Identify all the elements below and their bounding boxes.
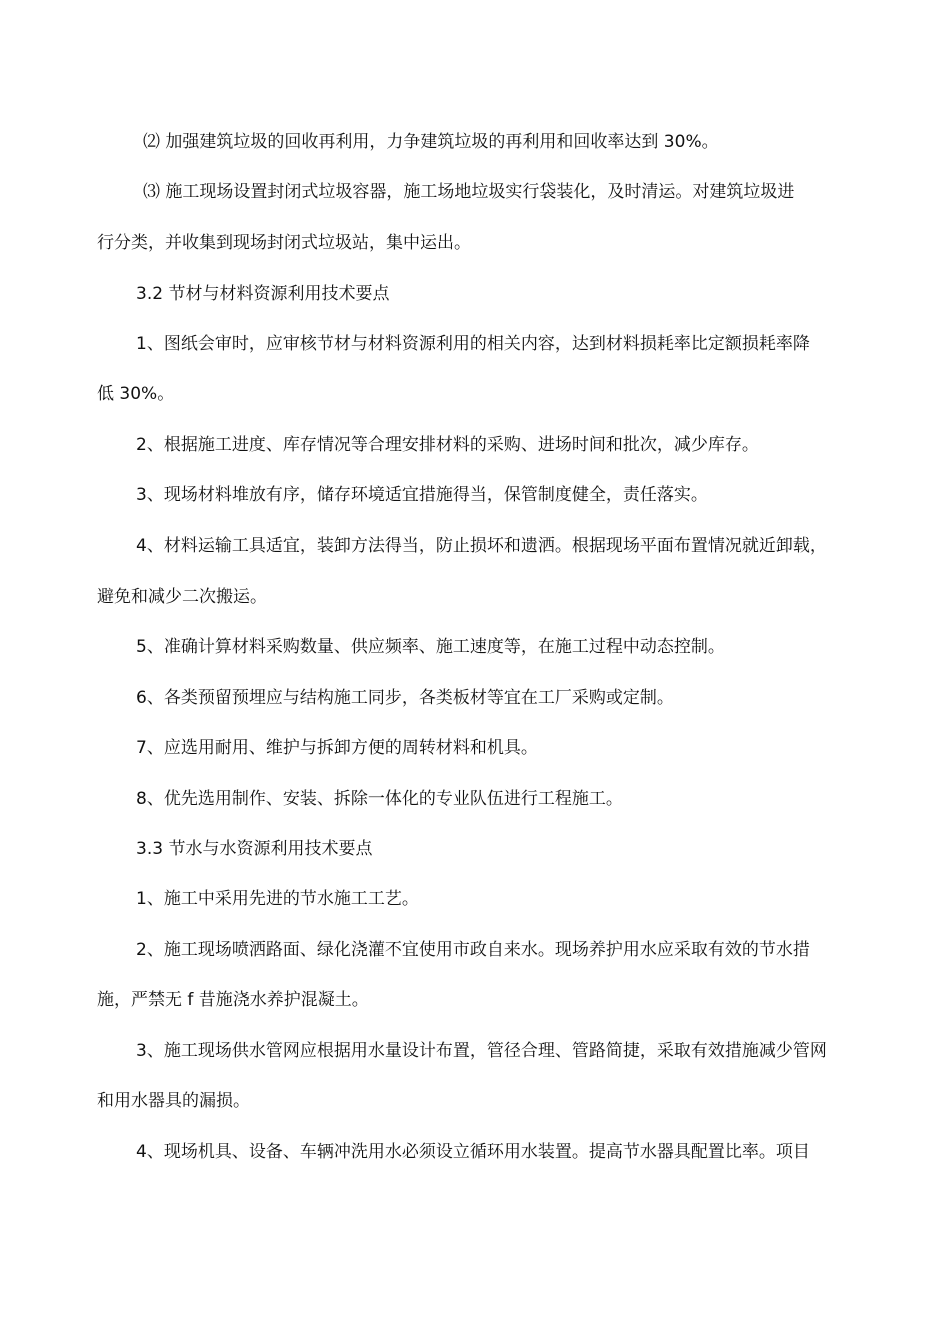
text-line: ⑵ 加强建筑垃圾的回收再利用，力争建筑垃圾的再利用和回收率达到 30%。 — [143, 132, 719, 152]
text-line: 4、现场机具、设备、车辆冲洗用水必须设立循环用水装置。提高节水器具配置比率。项目 — [136, 1142, 810, 1162]
text-line: 4、材料运输工具适宜，装卸方法得当，防止损坏和遗洒。根据现场平面布置情况就近卸载， — [136, 536, 827, 556]
text-line: 低 30%。 — [97, 384, 175, 404]
text-line: 1、施工中采用先进的节水施工工艺。 — [136, 889, 419, 909]
text-line: 8、优先选用制作、安装、拆除一体化的专业队伍进行工程施工。 — [136, 789, 623, 809]
text-line: ⑶ 施工现场设置封闭式垃圾容器，施工场地垃圾实行袋装化，及时清运。对建筑垃圾进 — [143, 182, 795, 202]
text-line: 5、准确计算材料采购数量、供应频率、施工速度等，在施工过程中动态控制。 — [136, 637, 725, 657]
section-heading: 3.2 节材与材料资源利用技术要点 — [136, 284, 390, 304]
text-line: 1、图纸会审时，应审核节材与材料资源利用的相关内容，达到材料损耗率比定额损耗率降 — [136, 334, 810, 354]
text-line: 避免和减少二次搬运。 — [97, 587, 267, 607]
text-line: 6、各类预留预埋应与结构施工同步，各类板材等宜在工厂采购或定制。 — [136, 688, 674, 708]
section-heading: 3.3 节水与水资源利用技术要点 — [136, 839, 373, 859]
text-line: 行分类，并收集到现场封闭式垃圾站，集中运出。 — [97, 233, 471, 253]
text-line: 和用水器具的漏损。 — [97, 1091, 250, 1111]
text-line: 7、应选用耐用、维护与拆卸方便的周转材料和机具。 — [136, 738, 538, 758]
text-line: 2、施工现场喷洒路面、绿化浇灌不宜使用市政自来水。现场养护用水应采取有效的节水措 — [136, 940, 810, 960]
text-line: 3、现场材料堆放有序，储存环境适宜措施得当，保管制度健全，责任落实。 — [136, 485, 708, 505]
text-line: 3、施工现场供水管网应根据用水量设计布置，管径合理、管路简捷，采取有效措施减少管网 — [136, 1041, 827, 1061]
text-line: 2、根据施工进度、库存情况等合理安排材料的采购、进场时间和批次，减少库存。 — [136, 435, 759, 455]
text-line: 施，严禁无 f 昔施浇水养护混凝土。 — [97, 990, 369, 1010]
